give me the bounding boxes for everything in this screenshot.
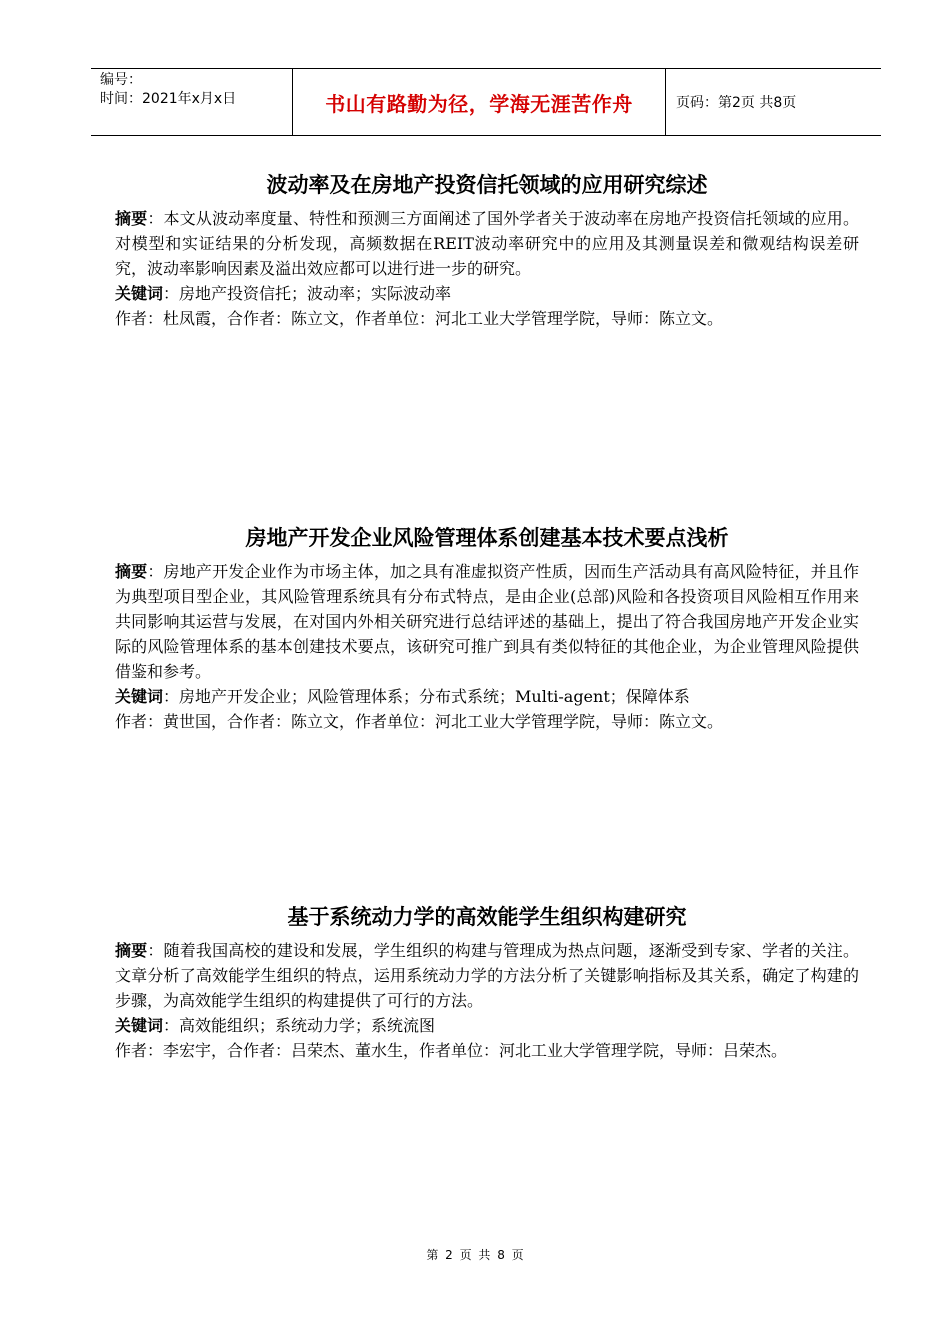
keywords-label: 关键词 (115, 284, 164, 303)
author-info: 作者：李宏宇，合作者：吕荣杰、董水生，作者单位：河北工业大学管理学院，导师：吕荣杰。 (115, 1041, 788, 1060)
motto-text: 书山有路勤为径，学海无涯苦作舟 (325, 91, 633, 116)
abstract-label: 摘要 (115, 209, 148, 228)
abstract-label: 摘要 (115, 562, 148, 581)
footer-page-number: 第 2 页 共 8 页 (426, 1248, 524, 1262)
keywords (115, 684, 859, 709)
page-footer (0, 1246, 950, 1263)
page-info: 页码：第2页 共8页 (676, 95, 797, 111)
keywords-text: ：高效能组织；系统动力学；系统流图 (163, 1016, 436, 1035)
abstract (115, 206, 859, 281)
author-info: 作者：杜凤霞，合作者：陈立文，作者单位：河北工业大学管理学院，导师：陈立文。 (115, 309, 724, 328)
keywords-text: ：房地产开发企业；风险管理体系；分布式系统；Multi-agent；保障体系 (163, 687, 690, 706)
header-page-cell (666, 69, 881, 135)
header-meta-cell (91, 69, 293, 135)
abstract-text: ：本文从波动率度量、特性和预测三方面阐述了国外学者关于波动率在房地产投资信托领域的应用。对模型和实证结果的分析发现，高频数据在REIT波动率研究中的应用及其测量误差和微观结构误差研究，波动率影响因素及溢出效应都可以进行进一步的研究。 (115, 209, 859, 278)
keywords (115, 1013, 859, 1038)
abstract-text: ：房地产开发企业作为市场主体，加之具有准虚拟资产性质，因而生产活动具有高风险特征，并且作为典型项目型企业，其风险管理系统具有分布式特点，是由企业(总部)风险和各投资项目风险相互作用来共同影响其运营与发展，在对国内外相关研究进行总结评述的基础上，提出了符合我国房地产开发企业实际的风险管理体系的基本创建技术要点，该研究可推广到具有类似特征的其他企业，为企业管理风险提供借鉴和参考。 (115, 562, 859, 681)
time-label: 时间：2021年x月x日 (100, 91, 237, 107)
document-header (91, 68, 881, 136)
keywords-text: ：房地产投资信托；波动率；实际波动率 (163, 284, 452, 303)
keywords-label: 关键词 (115, 687, 164, 706)
article-title: 房地产开发企业风险管理体系创建基本技术要点浅析 (245, 526, 729, 550)
keywords (115, 281, 859, 306)
abstract-label: 摘要 (115, 941, 148, 960)
article-title: 基于系统动力学的高效能学生组织构建研究 (287, 905, 687, 929)
article-2 (115, 523, 859, 734)
article-3 (115, 902, 859, 1063)
number-label: 编号： (100, 72, 142, 88)
header-motto-cell (293, 69, 666, 135)
abstract (115, 938, 859, 1013)
author-info: 作者：黄世国，合作者：陈立文，作者单位：河北工业大学管理学院，导师：陈立文。 (115, 712, 724, 731)
abstract-text: ：随着我国高校的建设和发展，学生组织的构建与管理成为热点问题，逐渐受到专家、学者的关注。文章分析了高效能学生组织的特点，运用系统动力学的方法分析了关键影响指标及其关系，确定了构建的步骤，为高效能学生组织的构建提供了可行的方法。 (115, 941, 859, 1010)
article-title: 波动率及在房地产投资信托领域的应用研究综述 (266, 173, 708, 197)
article-1 (115, 170, 859, 331)
abstract (115, 559, 859, 684)
keywords-label: 关键词 (115, 1016, 164, 1035)
